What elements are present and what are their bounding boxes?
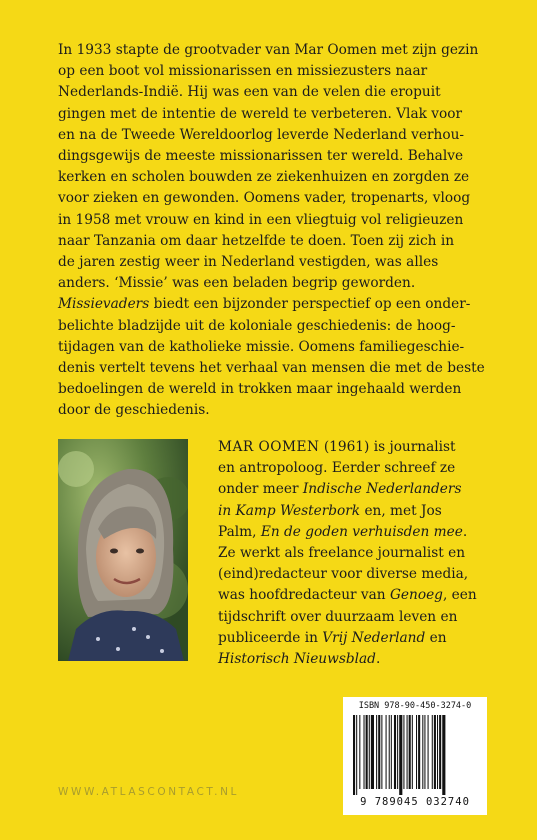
barcode-bar (353, 715, 355, 795)
blurb-line: belichte bladzijde uit de koloniale geschiedenis: de hoog- (58, 317, 456, 334)
magazine-title: Genoeg (389, 587, 443, 604)
barcode-bar (394, 715, 396, 789)
barcode-bar (391, 715, 392, 789)
blurb-line: door de geschiedenis. (58, 402, 210, 419)
barcode-bar (422, 715, 423, 789)
blurb-line: kerken en scholen bouwden ze ziekenhuizen en zorgden ze (58, 169, 470, 186)
blurb-line: Nederlands-Indië. Hij was een van de velen die eropuit (58, 84, 441, 101)
blurb-line: gingen met de intentie de wereld te verbeteren. Vlak voor (58, 105, 463, 122)
barcode-bar (437, 715, 438, 789)
bio-text: . (462, 523, 468, 540)
blurb-line: tijdagen van de katholieke missie. Oomens familiegeschie- (58, 338, 465, 355)
bio-text: en, met Jos (360, 502, 442, 519)
barcode-bar (403, 715, 404, 789)
book-title: Missievaders (58, 296, 150, 313)
bio-line (218, 437, 498, 458)
book-title: Indische Nederlanders (302, 481, 462, 498)
barcode-bar (366, 715, 368, 789)
blurb-line: anders. ‘Missie’ was een beladen begrip geworden. (58, 275, 416, 292)
bio-text: (1961) is journalist (319, 439, 456, 455)
barcode-bar (418, 715, 420, 789)
barcode-bar (432, 715, 433, 789)
blurb-line: op een boot vol missionarissen en missiezusters naar (58, 63, 428, 80)
bio-line (218, 522, 498, 543)
bio-text: en (425, 629, 447, 646)
author-photo (58, 439, 188, 661)
barcode-bar (389, 715, 390, 789)
barcode-digits: 9 789045 032740 (360, 796, 470, 808)
barcode-bar (424, 715, 425, 789)
bio-line: Ze werkt als freelance journalist en (218, 545, 466, 562)
barcode-bar (359, 715, 360, 789)
blurb-line-rest: biedt een bijzonder perspectief op een onder- (149, 296, 471, 313)
barcode-bar (356, 715, 357, 795)
author-bio (218, 437, 498, 670)
blurb-line: naar Tanzania om daar hetzelfde te doen. Toen zij zich in (58, 232, 455, 249)
publisher-website[interactable]: WWW.ATLASCONTACT.NL (58, 786, 239, 798)
bio-line: en antropoloog. Eerder schreef ze (218, 460, 456, 477)
blurb-text (58, 40, 490, 422)
barcode-bar (399, 715, 402, 795)
blurb-line: de jaren zestig weer in Nederland vestigden, was alles (58, 254, 439, 271)
author-name: MAR OOMEN (218, 439, 320, 455)
barcode-box (343, 697, 487, 815)
blurb-line: voor zieken en gewonden. Oomens vader, tropenarts, vloog (58, 190, 471, 207)
barcode-bar (439, 715, 441, 789)
bio-line (218, 585, 498, 606)
barcode-bar (386, 715, 387, 789)
barcode-bar (376, 715, 377, 789)
barcode-bar (369, 715, 370, 789)
publication-title: Vrij Nederland (322, 629, 426, 646)
barcode-bar (371, 715, 374, 789)
bio-line (218, 628, 498, 649)
bio-text: was hoofdredacteur van (218, 587, 390, 604)
barcode-bar (407, 715, 408, 789)
book-title: in Kamp Westerbork (218, 502, 361, 519)
bio-line (218, 501, 498, 522)
bio-text: . (375, 651, 381, 668)
blurb-line: In 1933 stapte de grootvader van Mar Oomen met zijn gezin (58, 42, 479, 58)
blurb-line: bedoelingen de wereld in trokken maar ingehaald werden (58, 381, 462, 398)
book-title: En de goden verhuisden mee (260, 523, 463, 540)
barcode-bar (381, 715, 382, 789)
blurb-line: in 1958 met vrouw en kind in een vliegtuig vol religieuzen (58, 211, 464, 228)
barcode-bar (364, 715, 365, 789)
isbn-label: ISBN 978-90-450-3274-0 (358, 701, 472, 711)
bio-line: (eind)redacteur voor diverse media, (218, 566, 469, 583)
blurb-line: dingsgewijs de meeste missionarissen ter wereld. Behalve (58, 148, 464, 165)
blurb-line (58, 294, 490, 315)
barcode-bar (428, 715, 429, 789)
bio-text: onder meer (218, 481, 303, 498)
bio-text: Palm, (218, 523, 261, 540)
blurb-line: en na de Tweede Wereldoorlog leverde Nederland verhou- (58, 126, 465, 143)
bio-line: tijdschrift over duurzaam leven en (218, 608, 458, 625)
barcode-bar (442, 715, 445, 795)
barcode-bar (412, 715, 413, 789)
barcode-bar (409, 715, 411, 789)
barcode-icon (351, 715, 479, 795)
barcode-bar (378, 715, 380, 789)
bio-line (218, 649, 498, 670)
blurb-line: denis vertelt tevens het verhaal van mensen die met de beste (58, 360, 485, 377)
publication-title: Historisch Nieuwsblad (218, 651, 376, 668)
barcode-bar (397, 715, 398, 789)
bio-text: , een (442, 587, 477, 604)
bio-line (218, 479, 498, 500)
barcode-bar (416, 715, 417, 789)
bio-text: publiceerde in (218, 629, 323, 646)
barcode-bar (434, 715, 436, 789)
